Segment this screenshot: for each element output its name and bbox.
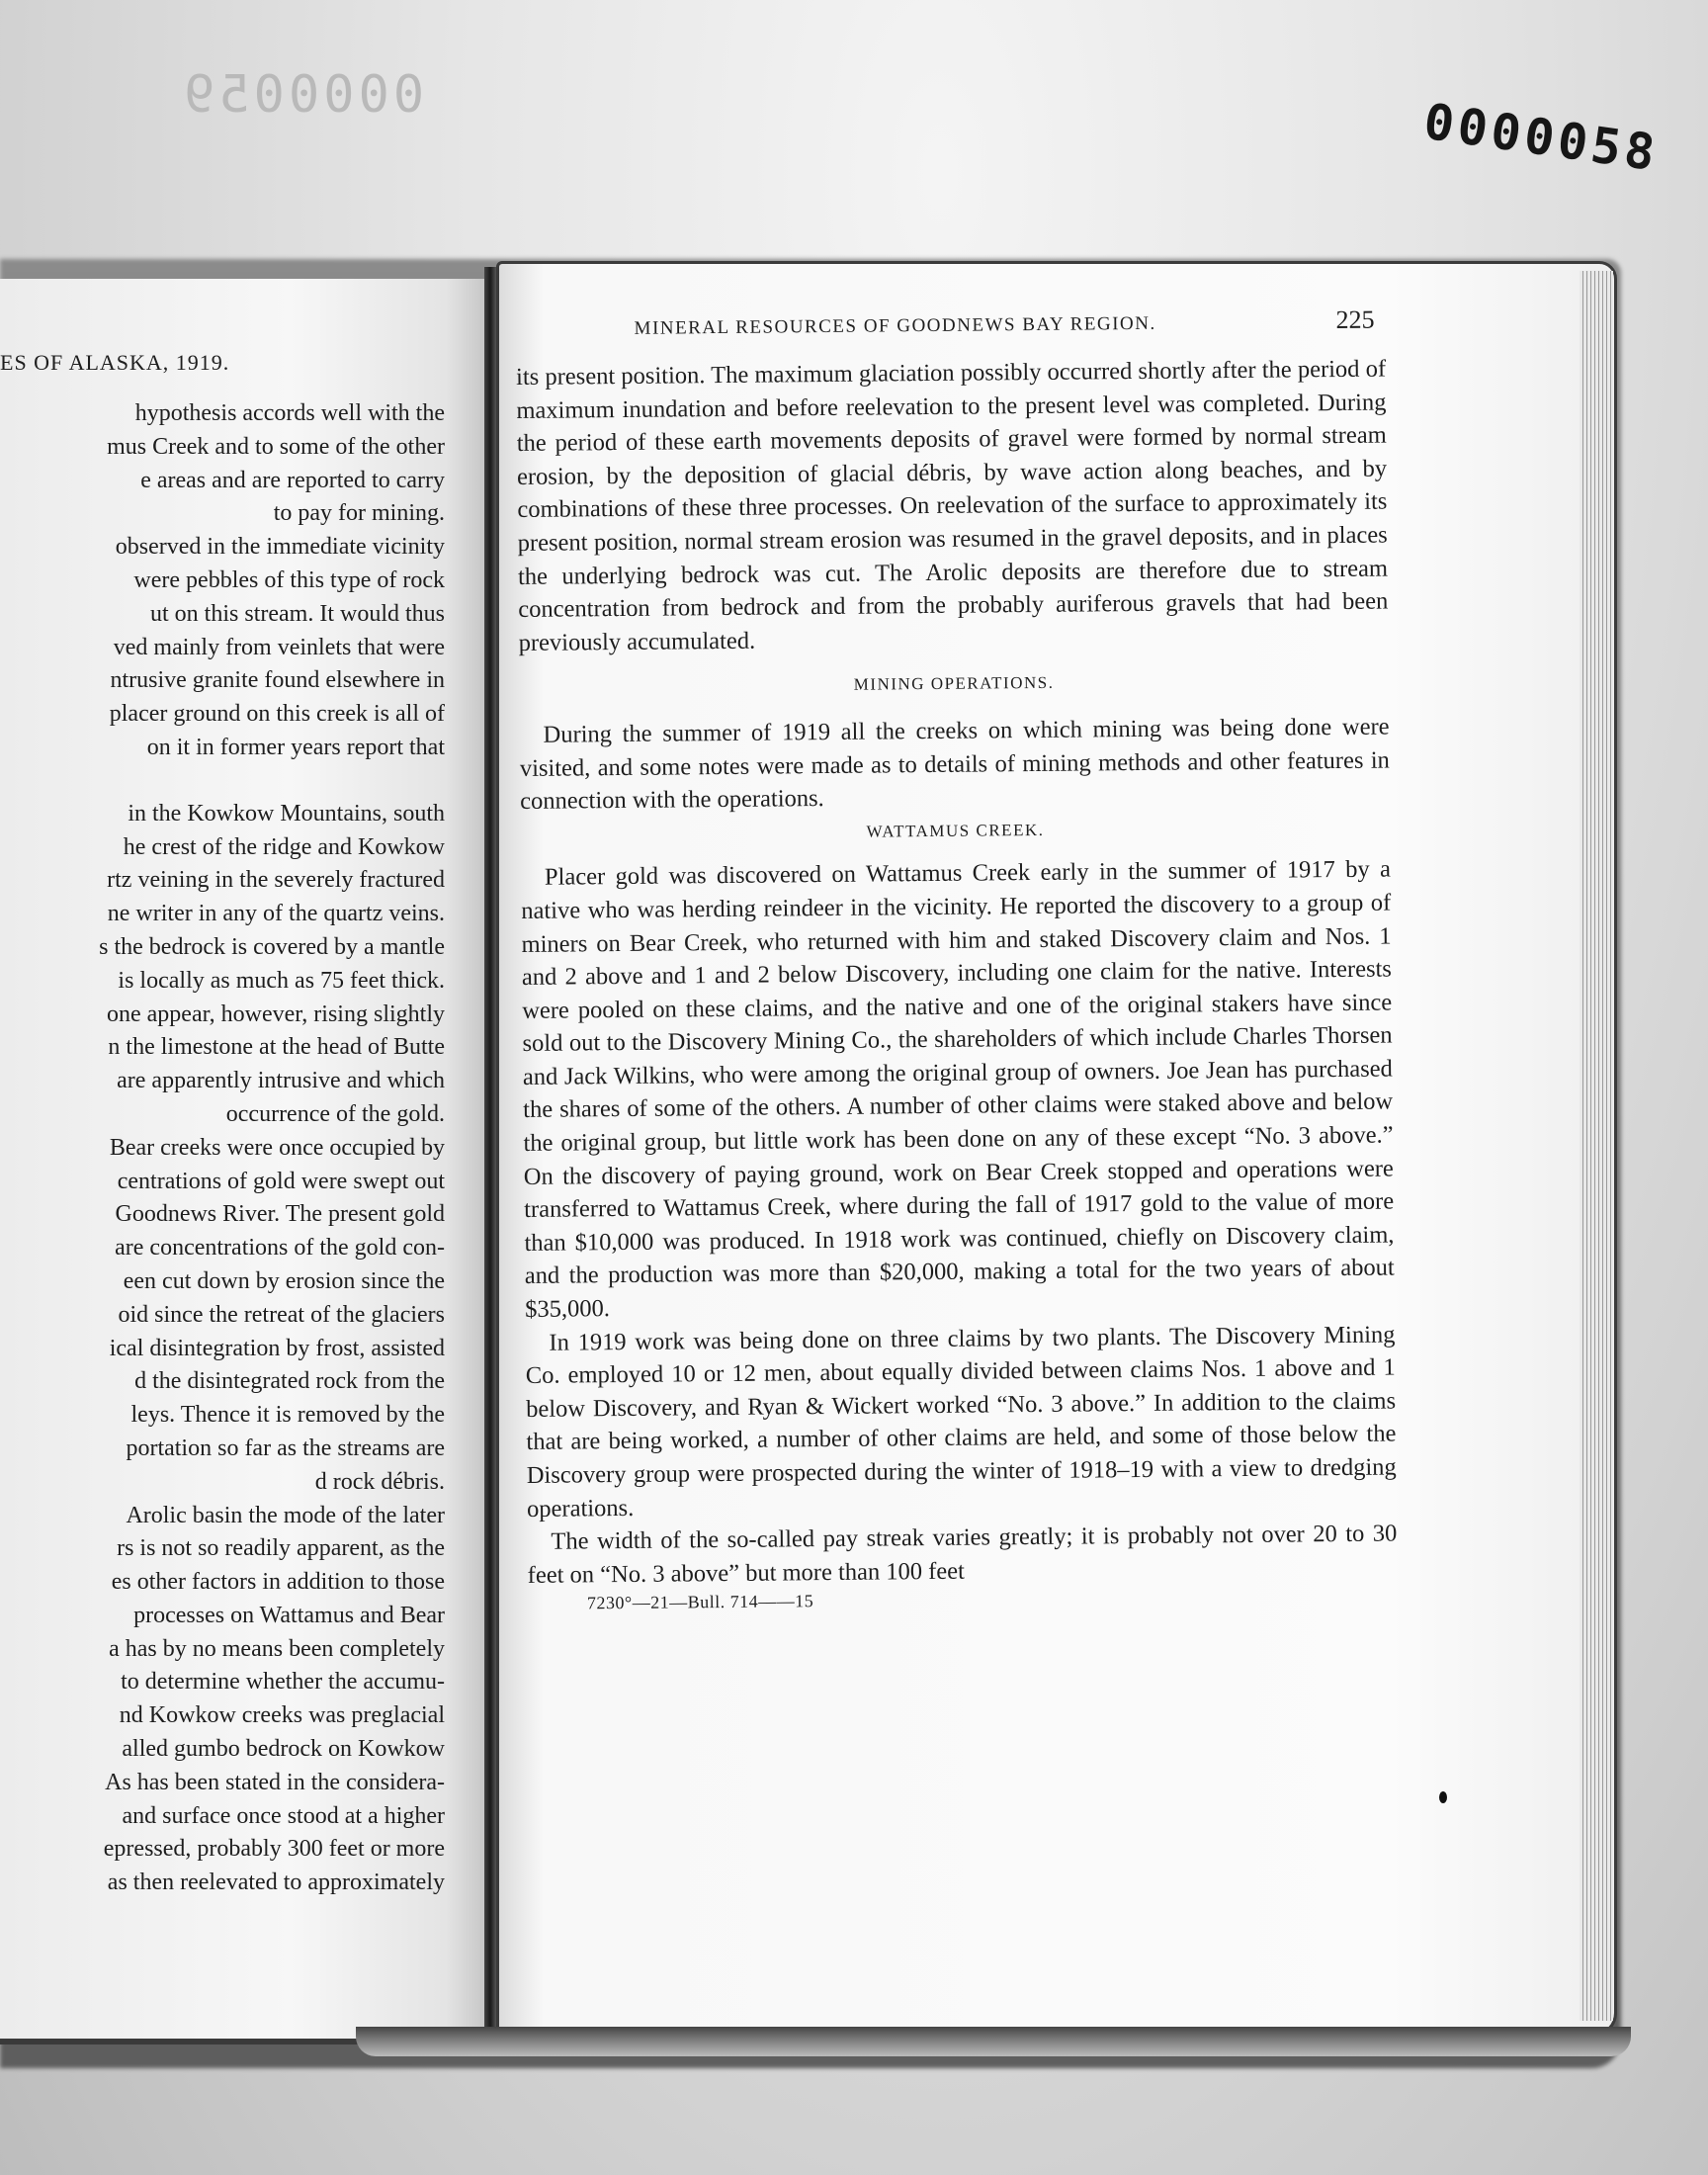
left-page-line: as then reelevated to approximately [107,1870,445,1896]
left-page-line [0,765,445,798]
left-page-line: ntrusive granite found elsewhere in [110,667,445,694]
left-page-line: and surface once stood at a higher [122,1802,445,1829]
left-page-line: are apparently intrusive and which [117,1068,445,1094]
left-page-line: ne writer in any of the quartz veins. [107,901,445,927]
page-number: 225 [1335,304,1375,335]
print-signature: 7230°—21—Bull. 714——15 [586,1591,814,1613]
left-page-line: epressed, probably 300 feet or more [103,1836,445,1863]
left-page-text [0,397,445,1900]
left-page-line: ut on this stream. It would thus [150,600,445,627]
left-page [0,279,484,2044]
left-page-line: oid since the retreat of the glaciers [118,1301,445,1328]
left-page-line: d the disintegrated rock from the [134,1368,445,1395]
document-number-stamp: 0000058 [1420,92,1663,183]
bleed-through-stamp: 0000059 [180,65,425,125]
book-bottom-edge [356,2027,1631,2056]
left-page-line: placer ground on this creek is all of [109,701,445,728]
left-page-line: he crest of the ridge and Kowkow [123,833,445,860]
left-page-line: d rock débris. [314,1468,445,1495]
left-page-line: es other factors in addition to those [111,1569,445,1596]
running-head [515,304,1563,339]
left-page-line: centrations of gold were swept out [117,1168,445,1194]
ink-speck [1439,1791,1447,1803]
book-gutter [484,267,496,2046]
left-page-line: alled gumbo bedrock on Kowkow [122,1736,445,1763]
left-page-line: n the limestone at the head of Butte [108,1034,445,1061]
paragraph: In 1919 work was being done on three claims by two plants. The Discovery Mining Co. employed 10 or 12 men, about equally divided between claims Nos. 1 above and 1 below Discovery, and Ryan & Wickert worked “No. 3 above.” In addition to the claims that are being worked, a number of other claims are held, and some of those below the Discovery group were prospected during the winter of 1918–19 with a view to dredging operations. [525,1321,1397,1522]
left-page-line: one appear, however, rising slightly [107,1000,445,1027]
left-page-line: occurrence of the gold. [225,1100,445,1127]
left-page-line: a has by no means been completely [109,1635,445,1662]
left-page-line: rs is not so readily apparent, as the [117,1535,445,1562]
left-page-line: rtz veining in the severely fractured [107,867,445,894]
paragraph: The width of the so-called pay streak varies greatly; it is probably not over 20 to 30 feet on “No. 3 above” but more than 100 feet [527,1520,1398,1589]
section-heading: MINING OPERATIONS. [853,673,1055,695]
left-page-line: ved mainly from veinlets that were [113,634,445,660]
left-running-head: ES OF ALASKA, 1919. [0,350,230,375]
left-page-line: Bear creeks were once occupied by [109,1134,445,1161]
left-page-line: portation so far as the streams are [126,1435,445,1461]
left-page-line: s the bedrock is covered by a mantle [99,933,445,960]
left-page-line: is locally as much as 75 feet thick. [118,967,445,994]
left-page-line: in the Kowkow Mountains, south [128,800,445,826]
left-page-line: hypothesis accords well with the [134,400,445,426]
paragraph: Placer gold was discovered on Wattamus Creek early in the summer of 1917 by a native who was herding reindeer in the vicinity. He reported the discovery to a group of miners on Bear Creek, who returned with him and staked Discovery claim and Nos. 1 and 2 above and 1 and 2 below Discovery, including one claim for the native. Interests were pooled on these claims, and the native and one of the original stakers have since sold out to the Discovery Mining Co., the shareholders of which include Charles Thorsen and Jack Wilkins, who were among the original group of owners. Joe Jean has purchased the shares of some of the others. A number of other claims were staked above and below the original group, but little work has been done on any of these except “No. 3 above.” On the discovery of paying ground, work on Bear Creek stopped and operations were transferred to Wattamus Creek, where during the fall of 1917 gold to the value of more than $10,000 was produced. In 1918 work was continued, chiefly on Discovery claim, and the production was more than $20,000, making a total for the two years of about $35,000. [521,855,1395,1323]
subsection-heading: WATTAMUS CREEK. [866,820,1045,841]
left-page-line: to pay for mining. [273,500,445,527]
running-head-title: MINERAL RESOURCES OF GOODNEWS BAY REGION. [634,312,1156,339]
left-page-line: were pebbles of this type of rock [133,566,445,593]
left-page-line: Goodnews River. The present gold [115,1201,445,1228]
left-page-line: een cut down by erosion since the [123,1267,445,1294]
left-page-line: processes on Wattamus and Bear [133,1602,445,1628]
body-text [516,353,1398,1621]
left-page-line: observed in the immediate vicinity [115,534,445,561]
left-page-line: mus Creek and to some of the other [107,433,445,460]
page-edges [1580,271,1613,2021]
paragraph: its present position. The maximum glaciation possibly occurred shortly after the period of maximum inundation and before reelevation to the present level was completed. During the period of these earth movements deposits of gravel were formed by normal stream erosion, by the deposition of glacial débris, by wave action along beaches, and by combinations of these three processes. On reelevation of the surface to approximately its present position, normal stream erosion was resumed in the gravel deposits, and in places the underlying bedrock was cut. The Arolic deposits are therefore due to stream concentration from bedrock and from the probably auriferous gravels that had been previously accumulated. [515,355,1389,656]
left-page-line: nd Kowkow creeks was preglacial [119,1702,445,1729]
paragraph: During the summer of 1919 all the creeks on which mining was being done were visited, and some notes were made as to details of mining methods and other features in connection with the operations. [519,713,1390,816]
left-page-line: ical disintegration by frost, assisted [109,1335,445,1361]
right-page-content [515,261,1609,2034]
left-page-line: As has been stated in the considera- [105,1769,445,1795]
left-page-line: on it in former years report that [146,734,445,760]
right-page [496,261,1617,2037]
left-page-line: leys. Thence it is removed by the [130,1402,445,1429]
left-page-line: e areas and are reported to carry [140,467,445,493]
left-page-line: to determine whether the accumu- [121,1669,445,1696]
left-page-line: Arolic basin the mode of the later [126,1502,445,1528]
left-page-line: are concentrations of the gold con- [115,1235,445,1262]
